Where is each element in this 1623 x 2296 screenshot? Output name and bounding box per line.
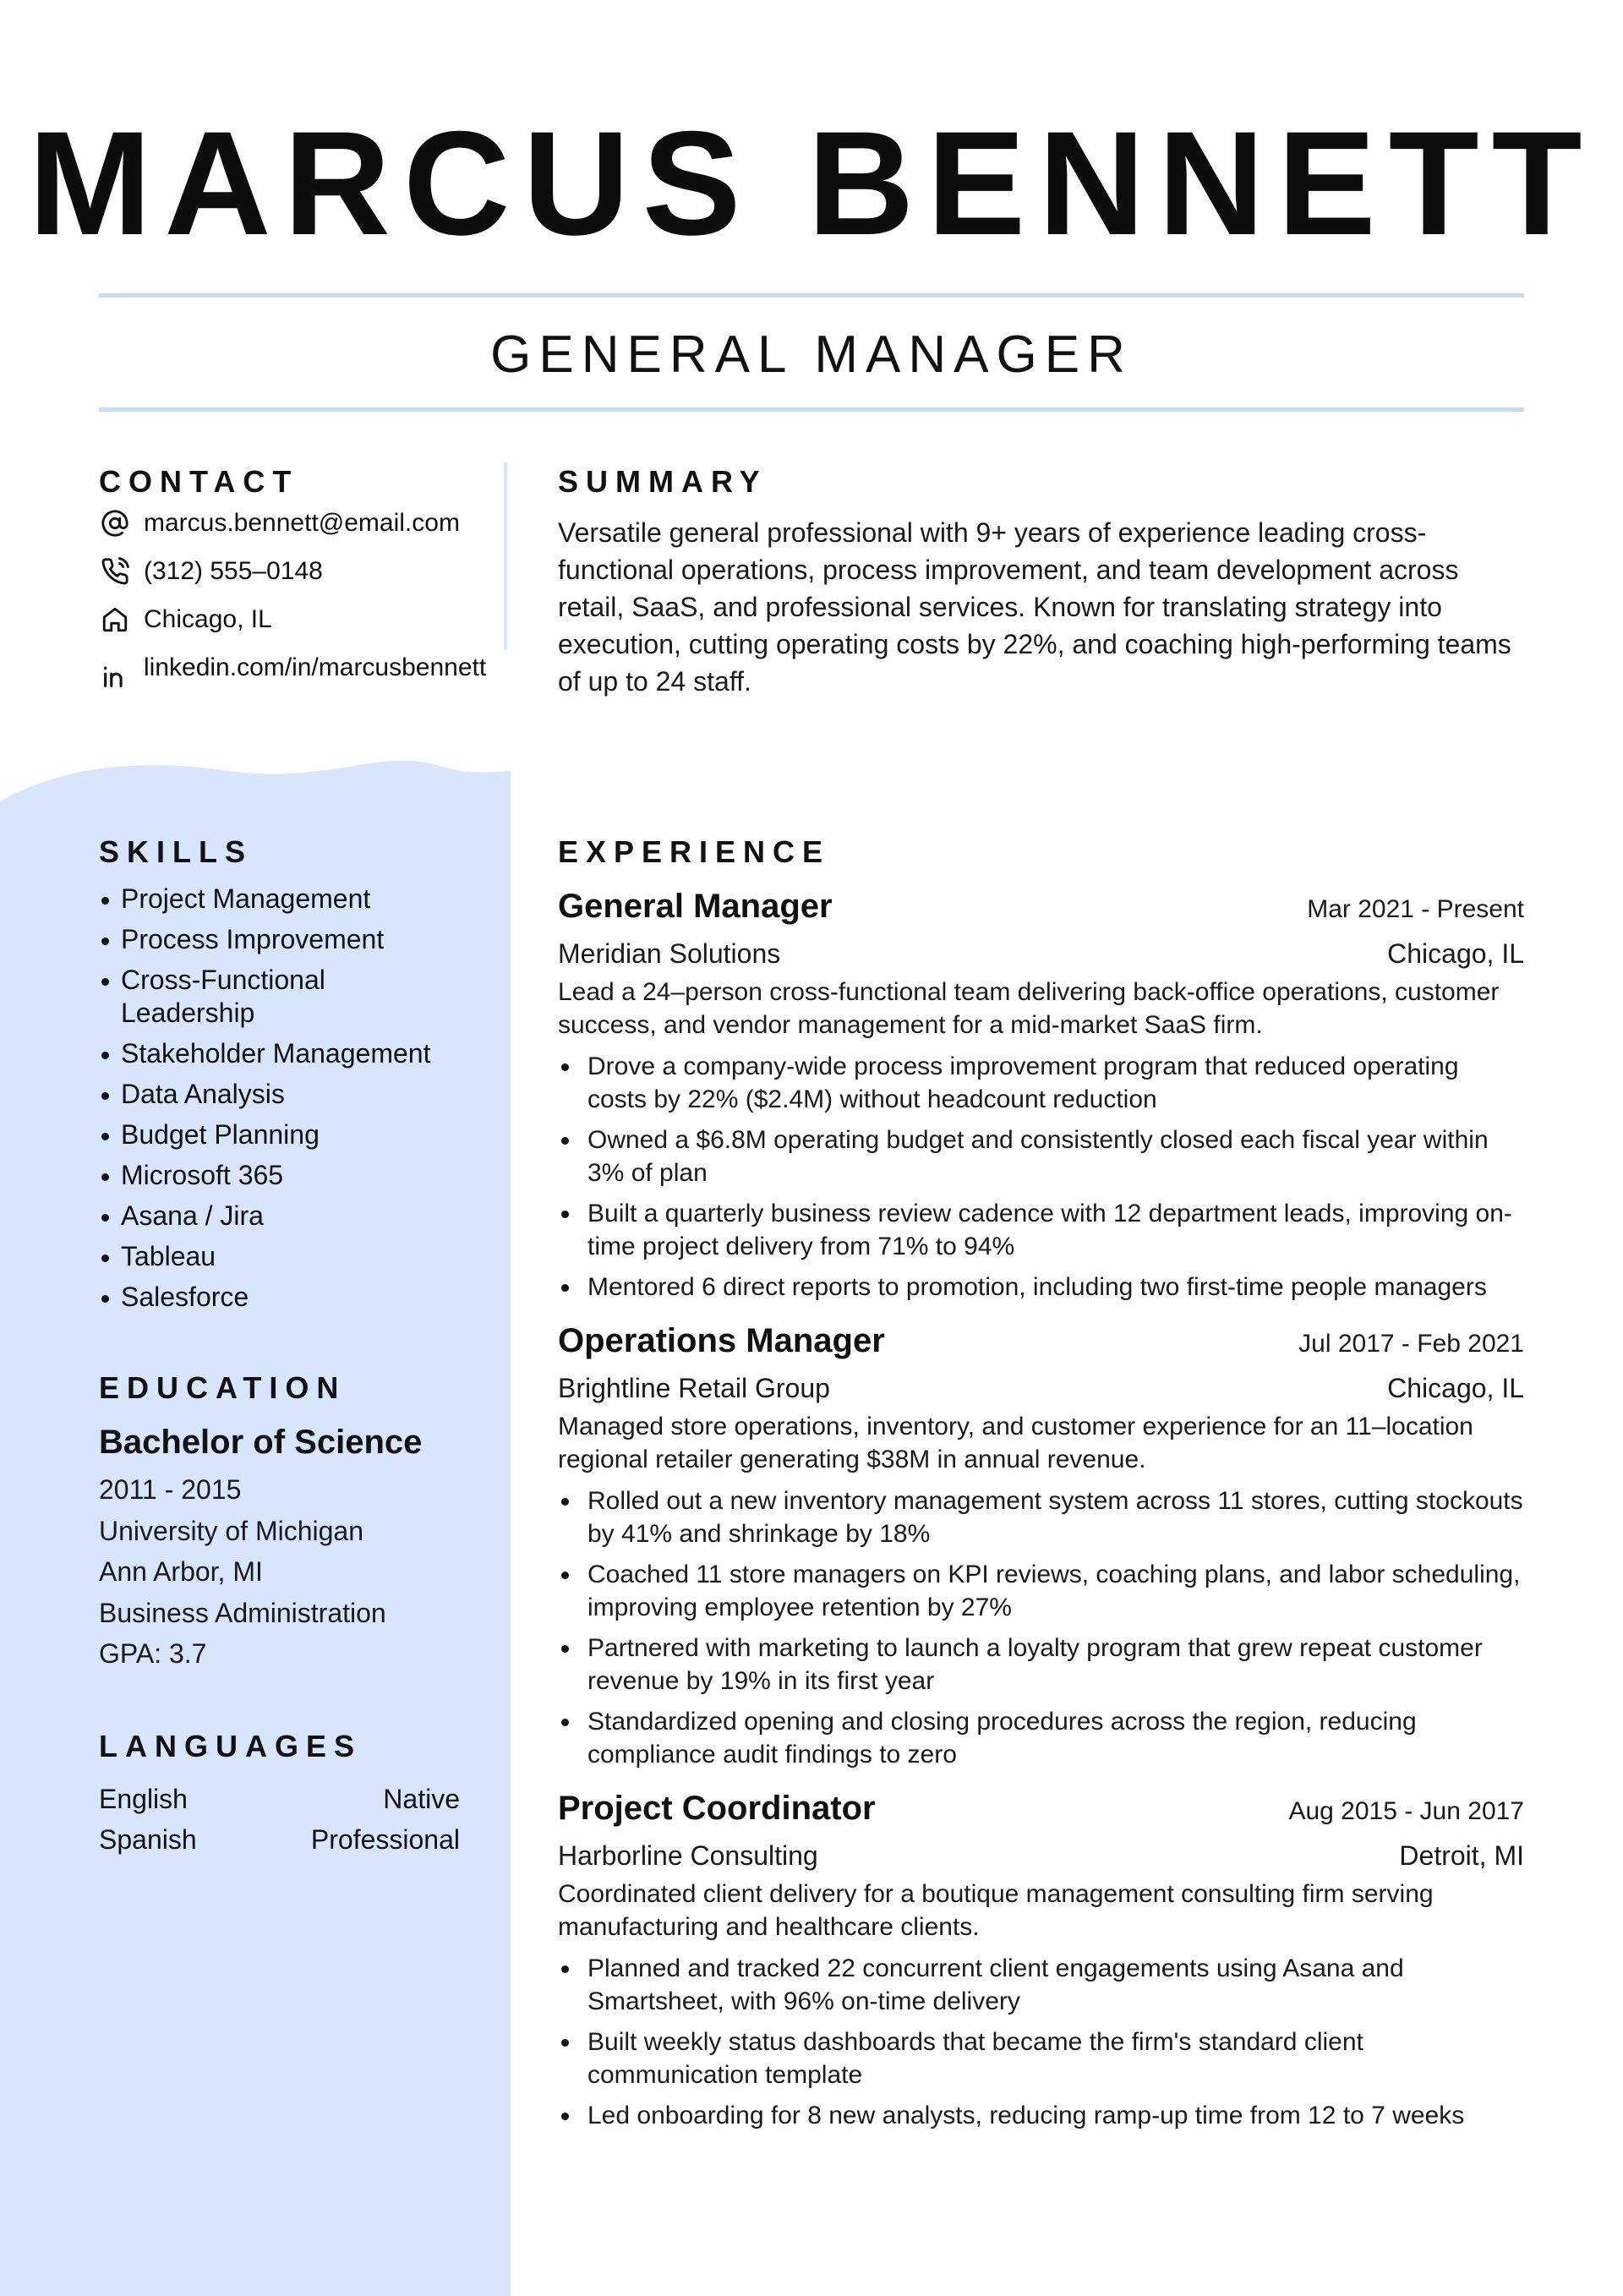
job-bullet: Standardized opening and closing procedures across the region, reducing compliance audit findings to zero bbox=[558, 1705, 1524, 1771]
job-bullet: Rolled out a new inventory management system across 11 stores, cutting stockouts by 41% and shrinkage by 18% bbox=[558, 1484, 1524, 1550]
languages-heading: LANGUAGES bbox=[99, 1729, 363, 1763]
skill-item: Microsoft 365 bbox=[99, 1159, 479, 1192]
education-location: Ann Arbor, MI bbox=[99, 1556, 263, 1587]
job-entry bbox=[558, 884, 1524, 1304]
linkedin-icon bbox=[99, 660, 131, 692]
job-company: Brightline Retail Group bbox=[558, 1373, 830, 1403]
job-entry bbox=[558, 1319, 1524, 1771]
skill-item: Process Improvement bbox=[99, 923, 479, 956]
job-dates: Jul 2017 - Feb 2021 bbox=[1298, 1330, 1524, 1358]
job-title: Operations Manager bbox=[558, 1322, 885, 1359]
job-description: Managed store operations, inventory, and customer experience for an 11–location regional retailer generating $38M in annual revenue. bbox=[558, 1413, 1473, 1473]
job-title: Project Coordinator bbox=[558, 1790, 876, 1827]
header-divider-bottom bbox=[99, 407, 1524, 412]
skill-item: Stakeholder Management bbox=[99, 1037, 479, 1070]
job-bullet: Mentored 6 direct reports to promotion, including two first-time people managers bbox=[558, 1271, 1524, 1304]
contact-phone[interactable] bbox=[99, 555, 505, 588]
job-bullet: Built weekly status dashboards that became the firm's standard client communication template bbox=[558, 2025, 1524, 2091]
contact-location-text: Chicago, IL bbox=[144, 605, 272, 633]
job-bullet: Partnered with marketing to launch a loyalty program that grew repeat customer revenue by 19% in its first year bbox=[558, 1632, 1524, 1697]
language-row bbox=[99, 1779, 460, 1819]
education-entry bbox=[99, 1420, 488, 1675]
job-location: Chicago, IL bbox=[1387, 938, 1524, 969]
contact-email[interactable] bbox=[99, 507, 505, 539]
contact-heading: CONTACT bbox=[99, 464, 299, 499]
education-degree: Bachelor of Science bbox=[99, 1424, 423, 1461]
contact-list bbox=[99, 507, 505, 708]
education-school: University of Michigan bbox=[99, 1515, 363, 1546]
language-name: English bbox=[99, 1784, 188, 1814]
education-gpa: GPA: 3.7 bbox=[99, 1638, 207, 1669]
contact-phone-text: (312) 555–0148 bbox=[144, 557, 323, 585]
languages-list bbox=[99, 1779, 460, 1860]
job-bullet: Built a quarterly business review cadence with 12 department leads, improving on-time project delivery from 71% to 94% bbox=[558, 1197, 1524, 1263]
job-title-heading: GENERAL MANAGER bbox=[490, 325, 1133, 384]
job-bullets bbox=[558, 1050, 1524, 1304]
skill-item: Asana / Jira bbox=[99, 1200, 479, 1233]
candidate-name: MARCUS BENNETT bbox=[28, 101, 1595, 266]
contact-linkedin-text: linkedin.com/in/marcusbennett bbox=[144, 653, 487, 681]
job-bullets bbox=[558, 1952, 1524, 2132]
education-heading: EDUCATION bbox=[99, 1370, 347, 1405]
experience-list bbox=[558, 884, 1524, 2147]
job-bullet: Owned a $6.8M operating budget and consistently closed each fiscal year within 3% of plan bbox=[558, 1123, 1524, 1189]
education-field: Business Administration bbox=[99, 1597, 386, 1628]
skill-item: Cross-Functional Leadership bbox=[99, 964, 374, 1030]
job-dates: Mar 2021 - Present bbox=[1307, 895, 1524, 923]
job-company: Meridian Solutions bbox=[558, 938, 781, 969]
job-bullet: Drove a company-wide process improvement program that reduced operating costs by 22% ($2.4M) without headcount reduction bbox=[558, 1050, 1524, 1116]
contact-location bbox=[99, 604, 505, 636]
job-bullet: Led onboarding for 8 new analysts, reducing ramp-up time from 12 to 7 weeks bbox=[558, 2099, 1524, 2132]
job-bullet: Planned and tracked 22 concurrent client engagements using Asana and Smartsheet, with 96% on-time delivery bbox=[558, 1952, 1524, 2018]
job-entry bbox=[558, 1786, 1524, 2132]
skill-item: Salesforce bbox=[99, 1281, 479, 1314]
skill-item: Tableau bbox=[99, 1240, 479, 1273]
skills-heading: SKILLS bbox=[99, 834, 254, 869]
job-description: Coordinated client delivery for a boutique management consulting firm serving manufacturing and healthcare clients. bbox=[558, 1880, 1434, 1941]
job-company: Harborline Consulting bbox=[558, 1840, 818, 1871]
language-name: Spanish bbox=[99, 1824, 197, 1855]
language-row bbox=[99, 1819, 460, 1860]
job-title: General Manager bbox=[558, 888, 833, 925]
job-location: Chicago, IL bbox=[1387, 1373, 1524, 1403]
language-level: Professional bbox=[310, 1824, 460, 1855]
education-years: 2011 - 2015 bbox=[99, 1474, 242, 1505]
home-icon bbox=[99, 604, 131, 636]
summary-heading: SUMMARY bbox=[558, 464, 768, 499]
job-dates: Aug 2015 - Jun 2017 bbox=[1288, 1797, 1524, 1825]
language-level: Native bbox=[383, 1784, 460, 1814]
at-sign-icon bbox=[99, 507, 131, 539]
contact-email-text: marcus.bennett@email.com bbox=[144, 509, 460, 537]
contact-linkedin[interactable] bbox=[99, 652, 505, 692]
phone-icon bbox=[99, 555, 131, 588]
experience-heading: EXPERIENCE bbox=[558, 834, 831, 869]
job-description: Lead a 24–person cross-functional team delivering back-office operations, customer success, and vendor management for a mid-market SaaS firm. bbox=[558, 978, 1500, 1039]
skills-list bbox=[99, 883, 479, 1321]
header-divider-top bbox=[99, 293, 1524, 298]
job-bullet: Coached 11 store managers on KPI reviews, coaching plans, and labor scheduling, improving employee retention by 27% bbox=[558, 1558, 1524, 1624]
summary-text: Versatile general professional with 9+ years of experience leading cross-functional operations, process improvement, and team development across retail, SaaS, and professional services. Known for translating strategy into execution, cutting operating costs by 22%, and coaching high-performing teams of up to 24 staff. bbox=[558, 517, 1511, 697]
skill-item: Budget Planning bbox=[99, 1118, 479, 1151]
skill-item: Data Analysis bbox=[99, 1078, 479, 1111]
job-location: Detroit, MI bbox=[1399, 1840, 1524, 1871]
skill-item: Project Management bbox=[99, 883, 479, 916]
job-bullets bbox=[558, 1484, 1524, 1771]
